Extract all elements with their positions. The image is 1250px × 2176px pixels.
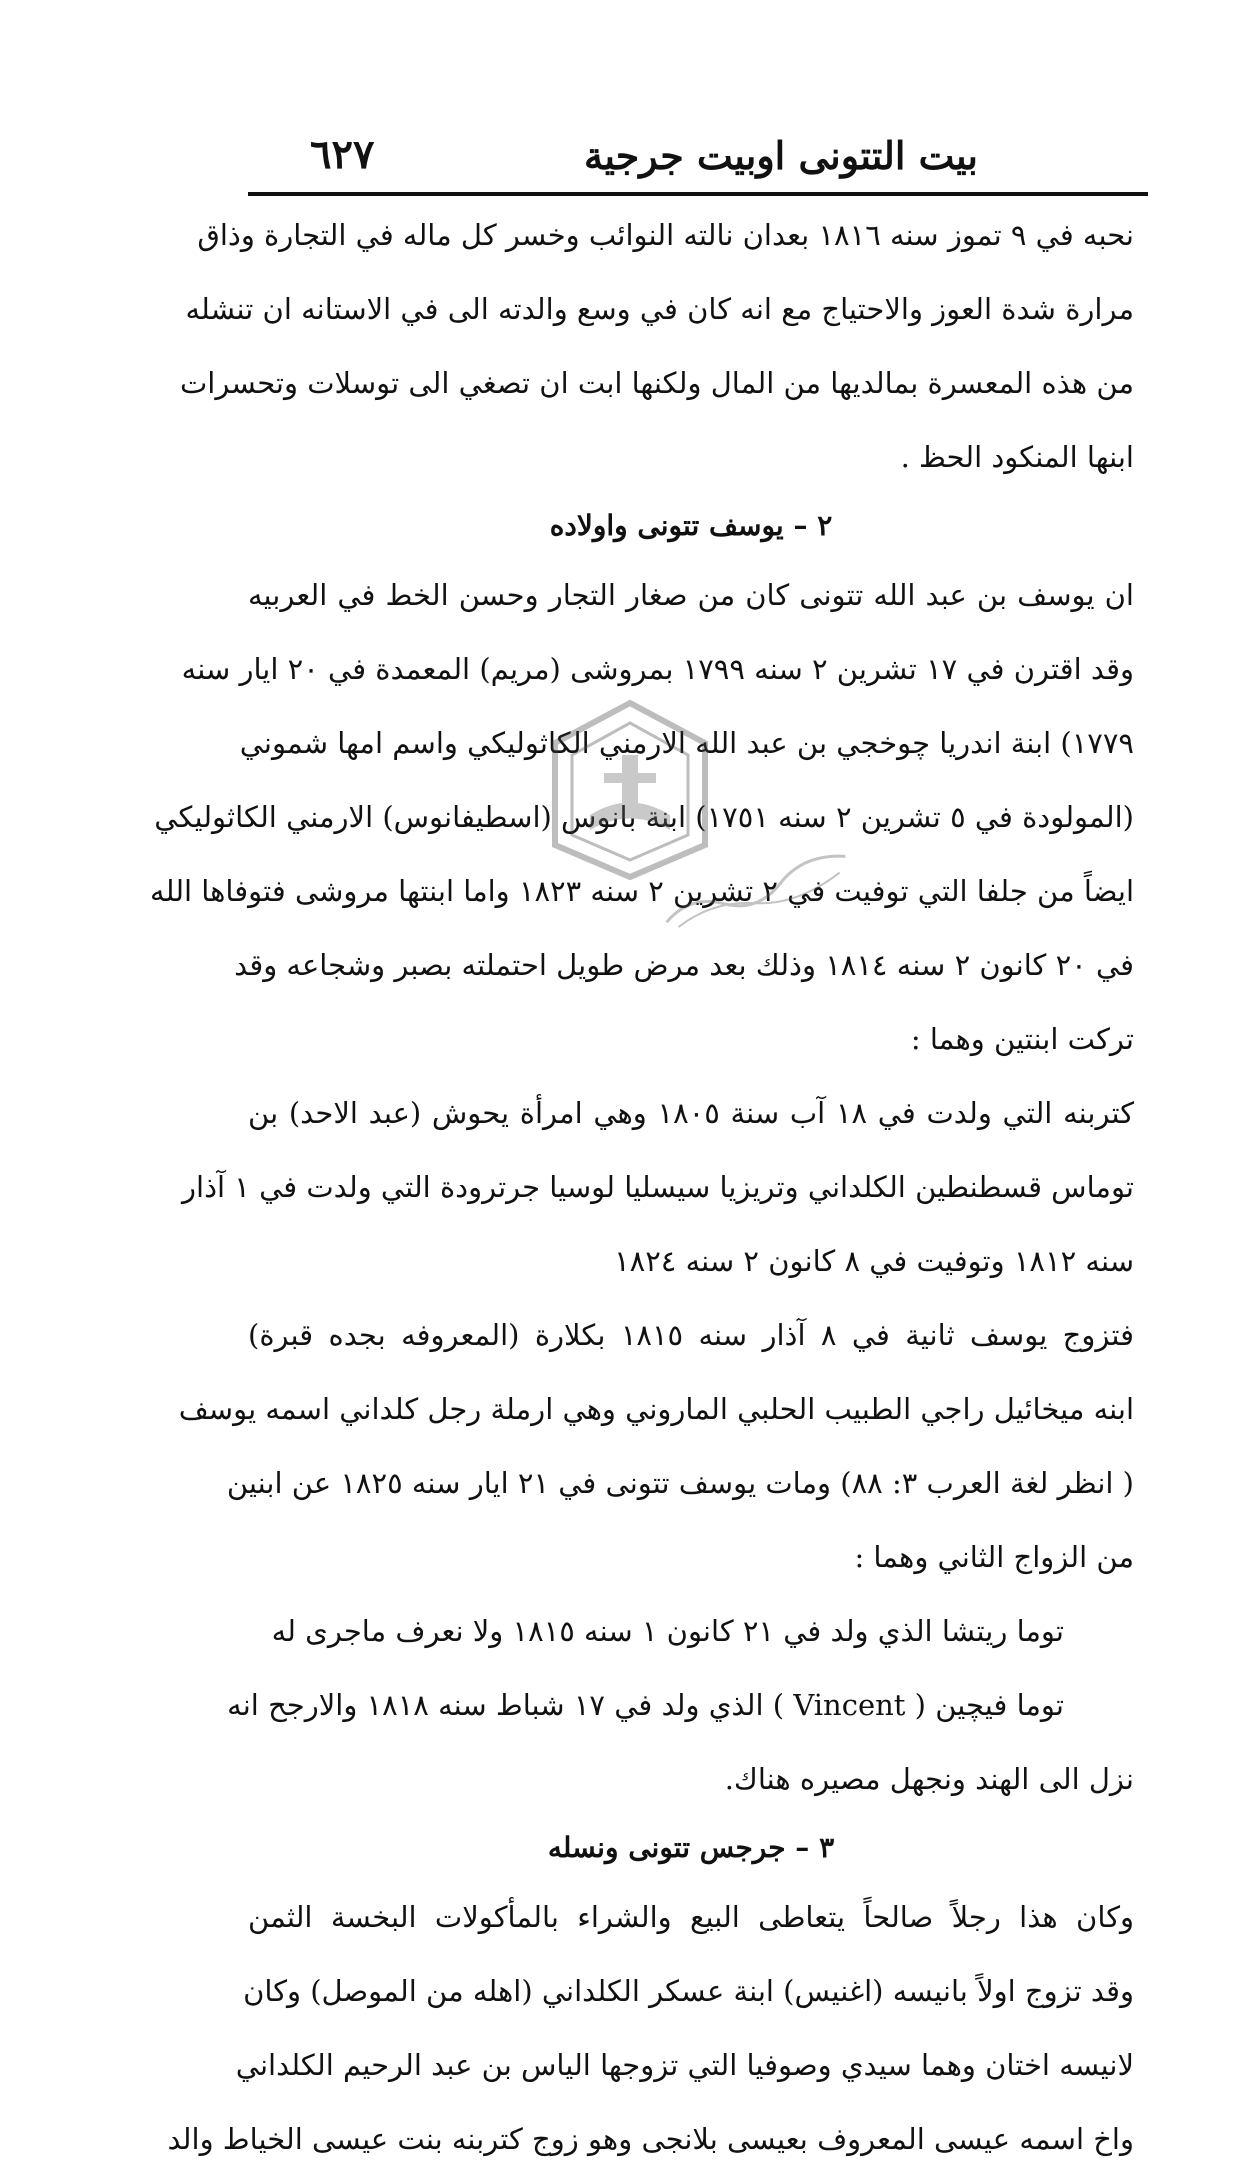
text-line: واخ اسمه عيسى المعروف بعيسى بلانجى وهو زوج كتربنه بنت عيسى الخياط والد <box>167 2122 1134 2156</box>
text-line: نحبه في ٩ تموز سنه ١٨١٦ بعدان نالته النوائب وخسر كل ماله في التجارة وذاق <box>197 218 1134 252</box>
text-line: مرارة شدة العوز والاحتياج مع انه كان في وسع والدته الى في الاستانه ان تنشله <box>185 292 1134 326</box>
text-line: وقد تزوج اولاً بانيسه (اغنيس) ابنة عسكر الكلداني (اهله من الموصل) وكان <box>243 1974 1134 2008</box>
text-line: سنه ١٨١٢ وتوفيت في ٨ كانون ٢ سنه ١٨٢٤ <box>614 1244 1134 1278</box>
text-line: في ٢٠ كانون ٢ سنه ١٨١٤ وذلك بعد مرض طويل احتملته بصبر وشجاعه وقد <box>234 948 1134 982</box>
text-line: وكان هذا رجلاً صالحاً يتعاطى البيع والشراء بالمأكولات البخسة الثمن <box>248 1900 1134 1934</box>
text-line: ابنها المنكود الحظ . <box>900 440 1134 474</box>
text-line: ابنه ميخائيل راجي الطبيب الحلبي الماروني وهي ارملة رجل كلداني اسمه يوسف <box>178 1392 1134 1426</box>
text-line: نزل الى الهند ونجهل مصيره هناك. <box>724 1762 1134 1796</box>
text-line: من الزواج الثاني وهما : <box>854 1540 1134 1574</box>
section-heading: ٢ – يوسف تتونى واولاده <box>549 509 833 542</box>
page-body <box>150 198 1134 2176</box>
library-watermark-icon <box>540 695 720 885</box>
text-line: ( انظر لغة العرب ٣: ٨٨) ومات يوسف تتونى في ٢١ ايار سنه ١٨٢٥ عن ابنين <box>226 1466 1134 1500</box>
text-line: كتربنه التي ولدت في ١٨ آب سنة ١٨٠٥ وهي امرأة يحوش (عبد الاحد) بن <box>248 1096 1134 1130</box>
text-line: من هذه المعسرة بمالديها من المال ولكنها ابت ان تصغي الى توسلات وتحسرات <box>179 366 1134 400</box>
header-rule <box>248 192 1148 196</box>
text-line: توما ريتشا الذي ولد في ٢١ كانون ١ سنه ١٨١٥ ولا نعرف ماجرى له <box>271 1614 1064 1648</box>
running-title: بيت التتونى اوبيت جرجية <box>583 133 978 178</box>
text-line: فتزوج يوسف ثانية في ٨ آذار سنه ١٨١٥ بكلارة (المعروفه بجده قبرة) <box>248 1318 1134 1352</box>
page-number: ٦٢٧ <box>310 131 375 178</box>
text-line: توماس قسطنطين الكلداني وتريزيا سيسليا لوسيا جرترودة التي ولدت في ١ آذار <box>182 1170 1134 1204</box>
text-line: توما فيچين ( Vincent ) الذي ولد في ١٧ شباط سنه ١٨١٨ والارجح انه <box>227 1688 1064 1722</box>
text-line: (المولودة في ٥ تشرين ٢ سنه ١٧٥١) ابنة بانوس (اسطيفانوس) الارمني الكاثوليكي <box>154 800 1134 834</box>
text-line: وقد اقترن في ١٧ تشرين ٢ سنه ١٧٩٩ بمروشى (مريم) المعمدة في ٢٠ ايار سنه <box>181 652 1134 686</box>
section-heading: ٣ – جرجس تتونى ونسله <box>547 1831 835 1864</box>
text-line: ١٧٧٩) ابنة اندريا چوخجي بن عبد الله الارمني الكاثوليكي واسم امها شموني <box>239 726 1134 760</box>
text-line: ان يوسف بن عبد الله تتونى كان من صغار التجار وحسن الخط في العربيه <box>248 578 1134 612</box>
text-line: لانيسه اختان وهما سيدي وصوفيا التي تزوجها الياس بن عبد الرحيم الكلداني <box>235 2048 1134 2082</box>
page-header <box>248 118 1148 188</box>
text-line: ايضاً من جلفا التي توفيت في ٢ تشرين ٢ سنه ١٨٢٣ واما ابنتها مروشى فتوفاها الله <box>150 874 1134 908</box>
text-line: تركت ابنتين وهما : <box>910 1022 1134 1056</box>
